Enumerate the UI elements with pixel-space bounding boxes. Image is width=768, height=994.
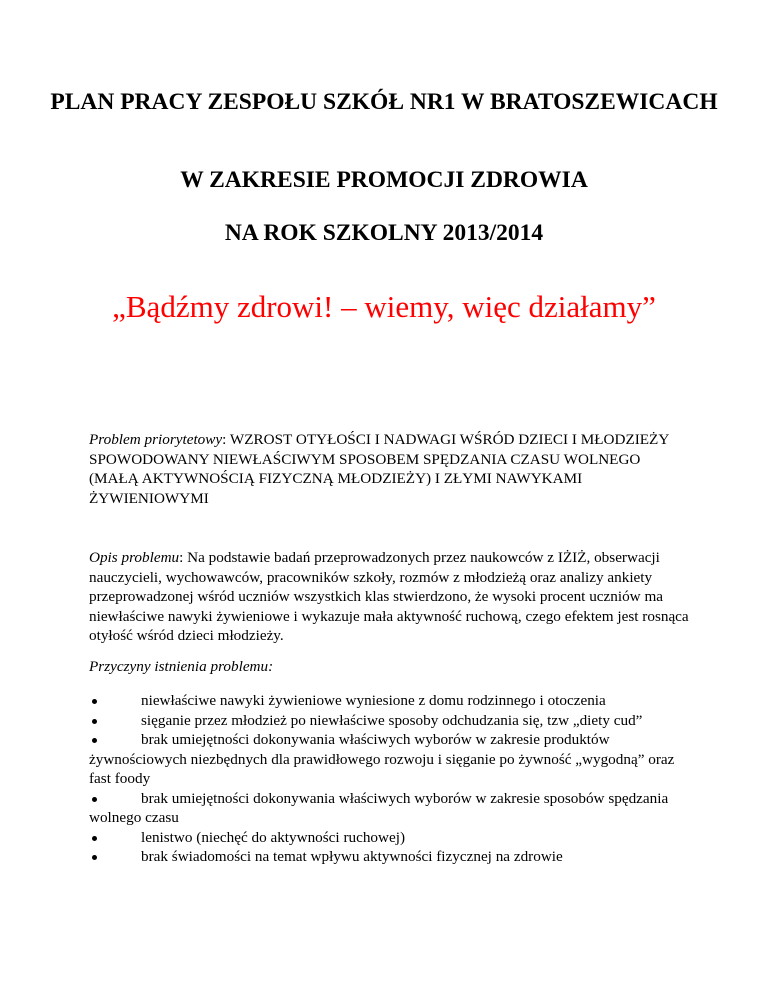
causes-list	[89, 691, 689, 867]
title-line-2: W ZAKRESIE PROMOCJI ZDROWIA	[180, 167, 588, 193]
title-line-1: PLAN PRACY ZESPOŁU SZKÓŁ NR1 W BRATOSZEWICACH	[50, 89, 718, 115]
bullet-icon	[92, 719, 97, 724]
bullet-icon	[92, 738, 97, 743]
list-item-text: sięganie przez młodzież po niewłaściwe sposoby odchudzania się, tzw „diety cud”	[141, 711, 643, 729]
causes-heading	[89, 657, 689, 677]
list-item	[89, 828, 689, 848]
description-label: Opis problemu	[89, 549, 180, 566]
problem-paragraph	[89, 430, 689, 508]
list-item	[89, 711, 689, 731]
list-item-text: niewłaściwe nawyki żywieniowe wyniesione z domu rodzinnego i otoczenia	[141, 692, 606, 709]
description-paragraph	[89, 548, 689, 646]
title-line-3: NA ROK SZKOLNY 2013/2014	[224, 220, 544, 246]
list-item-text: lenistwo (niechęć do aktywności ruchowej)	[141, 828, 406, 846]
list-item	[89, 730, 689, 789]
problem-text: : WZROST OTYŁOŚCI I NADWAGI WŚRÓD DZIECI I MŁODZIEŻY SPOWODOWANY NIEWŁAŚCIWYM SPOSOBEM SPĘDZANIA CZASU WOLNEGO (MAŁĄ AKTYWNOŚCIĄ FIZYCZNĄ MŁODZIEŻY) I ZŁYMI NAWYKAMI ŻYWIENIOWYMI	[89, 431, 669, 507]
problem-label: Problem priorytetowy	[89, 431, 223, 448]
list-item	[89, 691, 689, 711]
description-text: : Na podstawie badań przeprowadzonych przez naukowców z IŻIŻ, obserwacji nauczycieli, wychowawców, pracowników szkoły, rozmów z młodzieżą oraz analizy ankiety przeprowadzonej wśród uczniów wszystkich klas stwierdzono, że wysoki procent uczniów ma niewłaściwe nawyki żywieniowe i wykazuje mała aktywność ruchową, czego efektem jest rosnąca otyłość wśród dzieci młodzieży.	[89, 549, 689, 644]
list-item	[89, 847, 689, 867]
motto: „Bądźmy zdrowi! – wiemy, więc działamy”	[112, 289, 656, 324]
list-item-text: brak umiejętności dokonywania właściwych wyborów w zakresie sposobów spędzania wolnego czasu	[89, 789, 669, 826]
list-item-text: brak umiejętności dokonywania właściwych wyborów w zakresie produktów żywnościowych niezbędnych dla prawidłowego rozwoju i sięganie po żywność „wygodną” oraz fast foody	[89, 731, 675, 787]
bullet-icon	[92, 699, 97, 704]
list-item	[89, 789, 689, 828]
bullet-icon	[92, 797, 97, 802]
list-item-text: brak świadomości na temat wpływu aktywności fizycznej na zdrowie	[141, 848, 563, 865]
bullet-icon	[92, 836, 97, 841]
causes-label: Przyczyny istnienia problemu:	[89, 658, 274, 675]
bullet-icon	[92, 855, 97, 860]
